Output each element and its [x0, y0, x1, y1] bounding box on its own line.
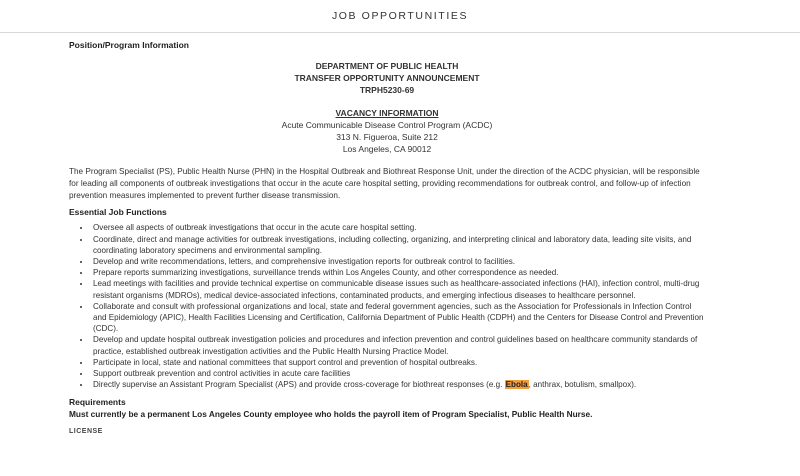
requirements-text: Must currently be a permanent Los Angeles County employee who holds the payroll item of Program Specialist, Public Health Nurse.: [69, 409, 593, 420]
list-item: • Participate in local, state and national committees that support control and prevention of hospital outbreaks.: [91, 357, 705, 368]
job-content: [69, 40, 705, 435]
top-bar: [0, 0, 800, 33]
department-name: DEPARTMENT OF PUBLIC HEALTH: [315, 61, 459, 71]
address-line-1: 313 N. Figueroa, Suite 212: [336, 132, 438, 143]
last-item-before: Directly supervise an Assistant Program Specialist (APS) and provide cross-coverage for biothreat responses (e.g.: [93, 380, 505, 390]
announcement-type: TRANSFER OPPORTUNITY ANNOUNCEMENT: [294, 73, 480, 84]
list-item: • Develop and write recommendations, letters, and comprehensive investigation reports for outbreak control to facilities.: [91, 256, 705, 267]
list-item: • Prepare reports summarizing investigations, surveillance trends within Los Angeles County, and other correspondence as needed.: [91, 267, 705, 278]
page-title: JOB OPPORTUNITIES: [331, 10, 469, 22]
list-item: • Develop and update hospital outbreak investigation policies and procedures and infection prevention and control guidelines based on healthcare community standards of practice, established outbreak investigation activities and the Public Health Nursing Practice Model.: [91, 334, 705, 356]
functions-heading: Essential Job Functions: [69, 207, 167, 218]
license-heading: LICENSE: [69, 428, 103, 436]
functions-list: [69, 222, 705, 390]
search-highlight: Ebola: [505, 380, 528, 390]
announcement-block: [69, 60, 705, 97]
list-item: • Oversee all aspects of outbreak investigations that occur in the acute care hospital setting.: [91, 222, 705, 233]
program-name: Acute Communicable Disease Control Program (ACDC): [281, 119, 493, 130]
list-item: • Support outbreak prevention and control activities in acute care facilities: [91, 368, 705, 379]
list-item: [91, 379, 705, 390]
list-item: • Coordinate, direct and manage activities for outbreak investigations, including collecting, organizing, and interpreting clinical and laboratory data, leading site visits, and coordinating laboratory specimens and environmental sampling.: [91, 234, 705, 256]
vacancy-block: [69, 107, 705, 156]
last-item-after: , anthrax, botulism, smallpox).: [528, 380, 637, 390]
position-heading: Position/Program Information: [69, 40, 189, 50]
intro-paragraph: The Program Specialist (PS), Public Health Nurse (PHN) in the Hospital Outbreak and Biothreat Response Unit, under the direction of the ACDC physician, will be responsible for leading all components of outbreak investigations that occur in the acute care hospital setting, providing recommendations for outbreak control, and follow-up of infection prevention measures implemented to prevent further disease transmission.: [69, 167, 700, 201]
address-line-2: Los Angeles, CA 90012: [342, 144, 432, 155]
list-item: • Collaborate and consult with professional organizations and local, state and federal government agencies, such as the Association for Professionals in Infection Control and Epidemiology (APIC), Health Facilities Licensing and Certification, California Department of Public Health (CDPH) and the Centers for Disease Control and Prevention (CDC).: [91, 301, 705, 335]
list-item: • Lead meetings with facilities and provide technical expertise on communicable disease issues such as healthcare-associated infections (HAI), infection control, multi-drug resistant organisms (MDROs), medical device-associated infections, contaminated products, and emerging infectious diseases to healthcare personnel.: [91, 278, 705, 300]
announcement-code: TRPH5230-69: [359, 85, 415, 96]
requirements-heading: Requirements: [69, 397, 126, 408]
vacancy-heading: VACANCY INFORMATION: [335, 107, 439, 118]
